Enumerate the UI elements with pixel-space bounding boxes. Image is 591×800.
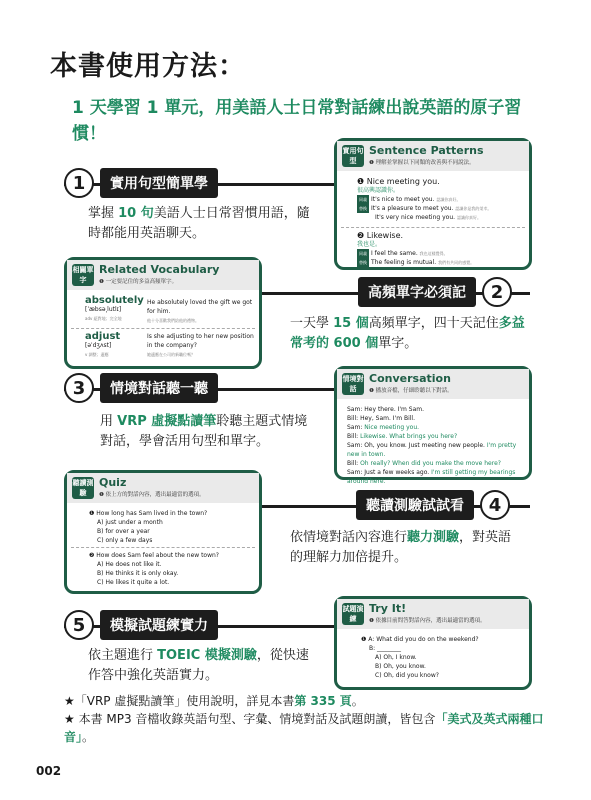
step-2-description: 一天學 15 個高頻單字，四十天記住多益常考的 600 個單字。 — [290, 316, 525, 351]
related-vocabulary-card — [64, 257, 262, 369]
conversation-card — [334, 366, 532, 485]
quiz-question-1: ❶ How long has Sam lived in the town? A) just under a month B) for over a year C) only a few days — [89, 510, 208, 544]
step-4-number: 4 — [480, 490, 510, 520]
step-5-label: 模擬試題練實力 — [100, 610, 218, 640]
try-it-card — [334, 596, 532, 690]
vocab-badge: 相關單字 — [72, 266, 94, 284]
conversation-line: Sam: Nice meeting you. — [347, 424, 420, 431]
quiz-card — [64, 470, 262, 594]
conversation-line: Bill: Oh really? When did you make the move here? — [347, 460, 501, 467]
page-title: 本書使用方法： — [50, 51, 246, 82]
conversation-line: Bill: Hey, Sam. I'm Bill. — [347, 415, 415, 422]
sentence-2: ❷ Likewise. 我也是。 同義 I feel the same. 我也這樣覺得。 替換 The feeling is mutual. 我們有共同的感覺。 — [357, 231, 475, 266]
step-2-label: 高頻單字必須記 — [358, 277, 476, 307]
step-4-description: 依情境對話內容進行聽力測驗，對英語的理解力加倍提升。 — [290, 530, 512, 565]
conversation-badge: 情境對話 — [342, 375, 364, 393]
quiz-badge: 聽讀測驗 — [72, 479, 94, 497]
step-3-label: 情境對話聽一聽 — [100, 373, 218, 403]
step-1-heading — [64, 168, 218, 198]
page-subtitle: 1 天學習 1 單元，用美語人士日常對話練出說英語的原子習慣！ — [72, 98, 522, 144]
page-number: 002 — [36, 764, 62, 778]
vocab-word-1: absolutely [ˈæbsə͵lutlɪ] adv 絕對地；完全地 — [85, 295, 144, 321]
conversation-line: Sam: Just a few weeks ago. I'm still getting my bearings around here. — [347, 469, 516, 485]
conversation-card-title: Conversation — [369, 372, 451, 385]
step-2-number: 2 — [482, 277, 512, 307]
sentence-1: ❶ Nice meeting you. 很高興認識你。 同義 It's nice to meet you. 認識你真好。 替換 It's a pleasure to meet you. 認識你是我的榮幸。 It's very nice meeting you. 認識你真好。 — [357, 177, 492, 221]
vocab-example-2: Is she adjusting to her new position in the company? 她適應在公司的新職位嗎？ — [147, 333, 254, 357]
step-1-label: 實用句型簡單學 — [100, 168, 218, 198]
vocab-example-1: He absolutely loved the gift we got for him. 他十分喜歡我們給他的禮物。 — [147, 299, 253, 323]
vocab-card-title: Related Vocabulary — [99, 263, 220, 276]
quiz-card-subtitle: ❶ 依上方的對話內容，選出最適當的選項。 — [99, 492, 205, 498]
step-5-description: 依主題進行 TOEIC 模擬測驗，從快速作答中強化英語實力。 — [88, 648, 309, 683]
step-5-heading — [64, 610, 218, 640]
conversation-line: Sam: Oh, you know. Just meeting new people. I'm pretty new in town. — [347, 442, 517, 458]
vocab-word-2: adjust [əˈdʒʌst] v 調整；適應 — [85, 331, 121, 357]
step-4-heading — [356, 490, 510, 520]
step-3-description: 用 VRP 虛擬點讀筆聆聽主題式情境對話，學會活用句型和單字。 — [100, 414, 308, 449]
sentence-card-title: Sentence Patterns — [369, 144, 484, 157]
conversation-line: Sam: Hey there. I'm Sam. — [347, 406, 425, 413]
step-3-heading — [64, 373, 218, 403]
try-it-card-subtitle: ❶ 依據目前問答對話內容，選出最適當的選項。 — [369, 618, 486, 624]
sentence-patterns-card — [334, 138, 532, 270]
try-it-card-title: Try It! — [369, 602, 407, 615]
quiz-question-2: ❷ How does Sam feel about the new town? A) He does not like it. B) He thinks it is only okay. C) He likes it quite a lot. — [89, 552, 219, 586]
step-5-number: 5 — [64, 610, 94, 640]
step-4-label: 聽讀測驗試試看 — [356, 490, 474, 520]
conversation-card-subtitle: ❶ 播放音檔，仔細聆聽以下對話。 — [369, 388, 453, 394]
sentence-badge: 實用句型 — [342, 147, 364, 165]
sentence-card-subtitle: ❶ 理解並掌握以下同類的改善與不同說法。 — [369, 160, 475, 166]
quiz-card-title: Quiz — [99, 476, 127, 489]
vocab-card-subtitle: ❶ 一定要記住的多益高頻單字。 — [99, 279, 178, 285]
conversation-lines — [347, 405, 527, 486]
step-3-number: 3 — [64, 373, 94, 403]
try-it-question: ❶ A: What did you do on the weekend? B: ________ A) Oh, I know. B) Oh, you know. C) Oh, did you know? — [361, 636, 479, 679]
note-2: ★ 本書 MP3 音檔收錄英語句型、字彙、情境對話及試題朗讀，皆包含「美式及英式兩種口音」。 — [64, 712, 544, 744]
try-it-badge: 試題演練 — [342, 605, 364, 623]
step-2-heading — [358, 277, 512, 307]
conversation-line: Bill: Likewise. What brings you here? — [347, 433, 458, 440]
notes — [64, 692, 544, 746]
step-1-number: 1 — [64, 168, 94, 198]
step-1-description: 掌握 10 句美語人士日常習慣用語，隨時都能用英語聊天。 — [88, 206, 310, 241]
note-1: ★「VRP 虛擬點讀筆」使用說明，詳見本書第 335 頁。 — [64, 694, 364, 708]
